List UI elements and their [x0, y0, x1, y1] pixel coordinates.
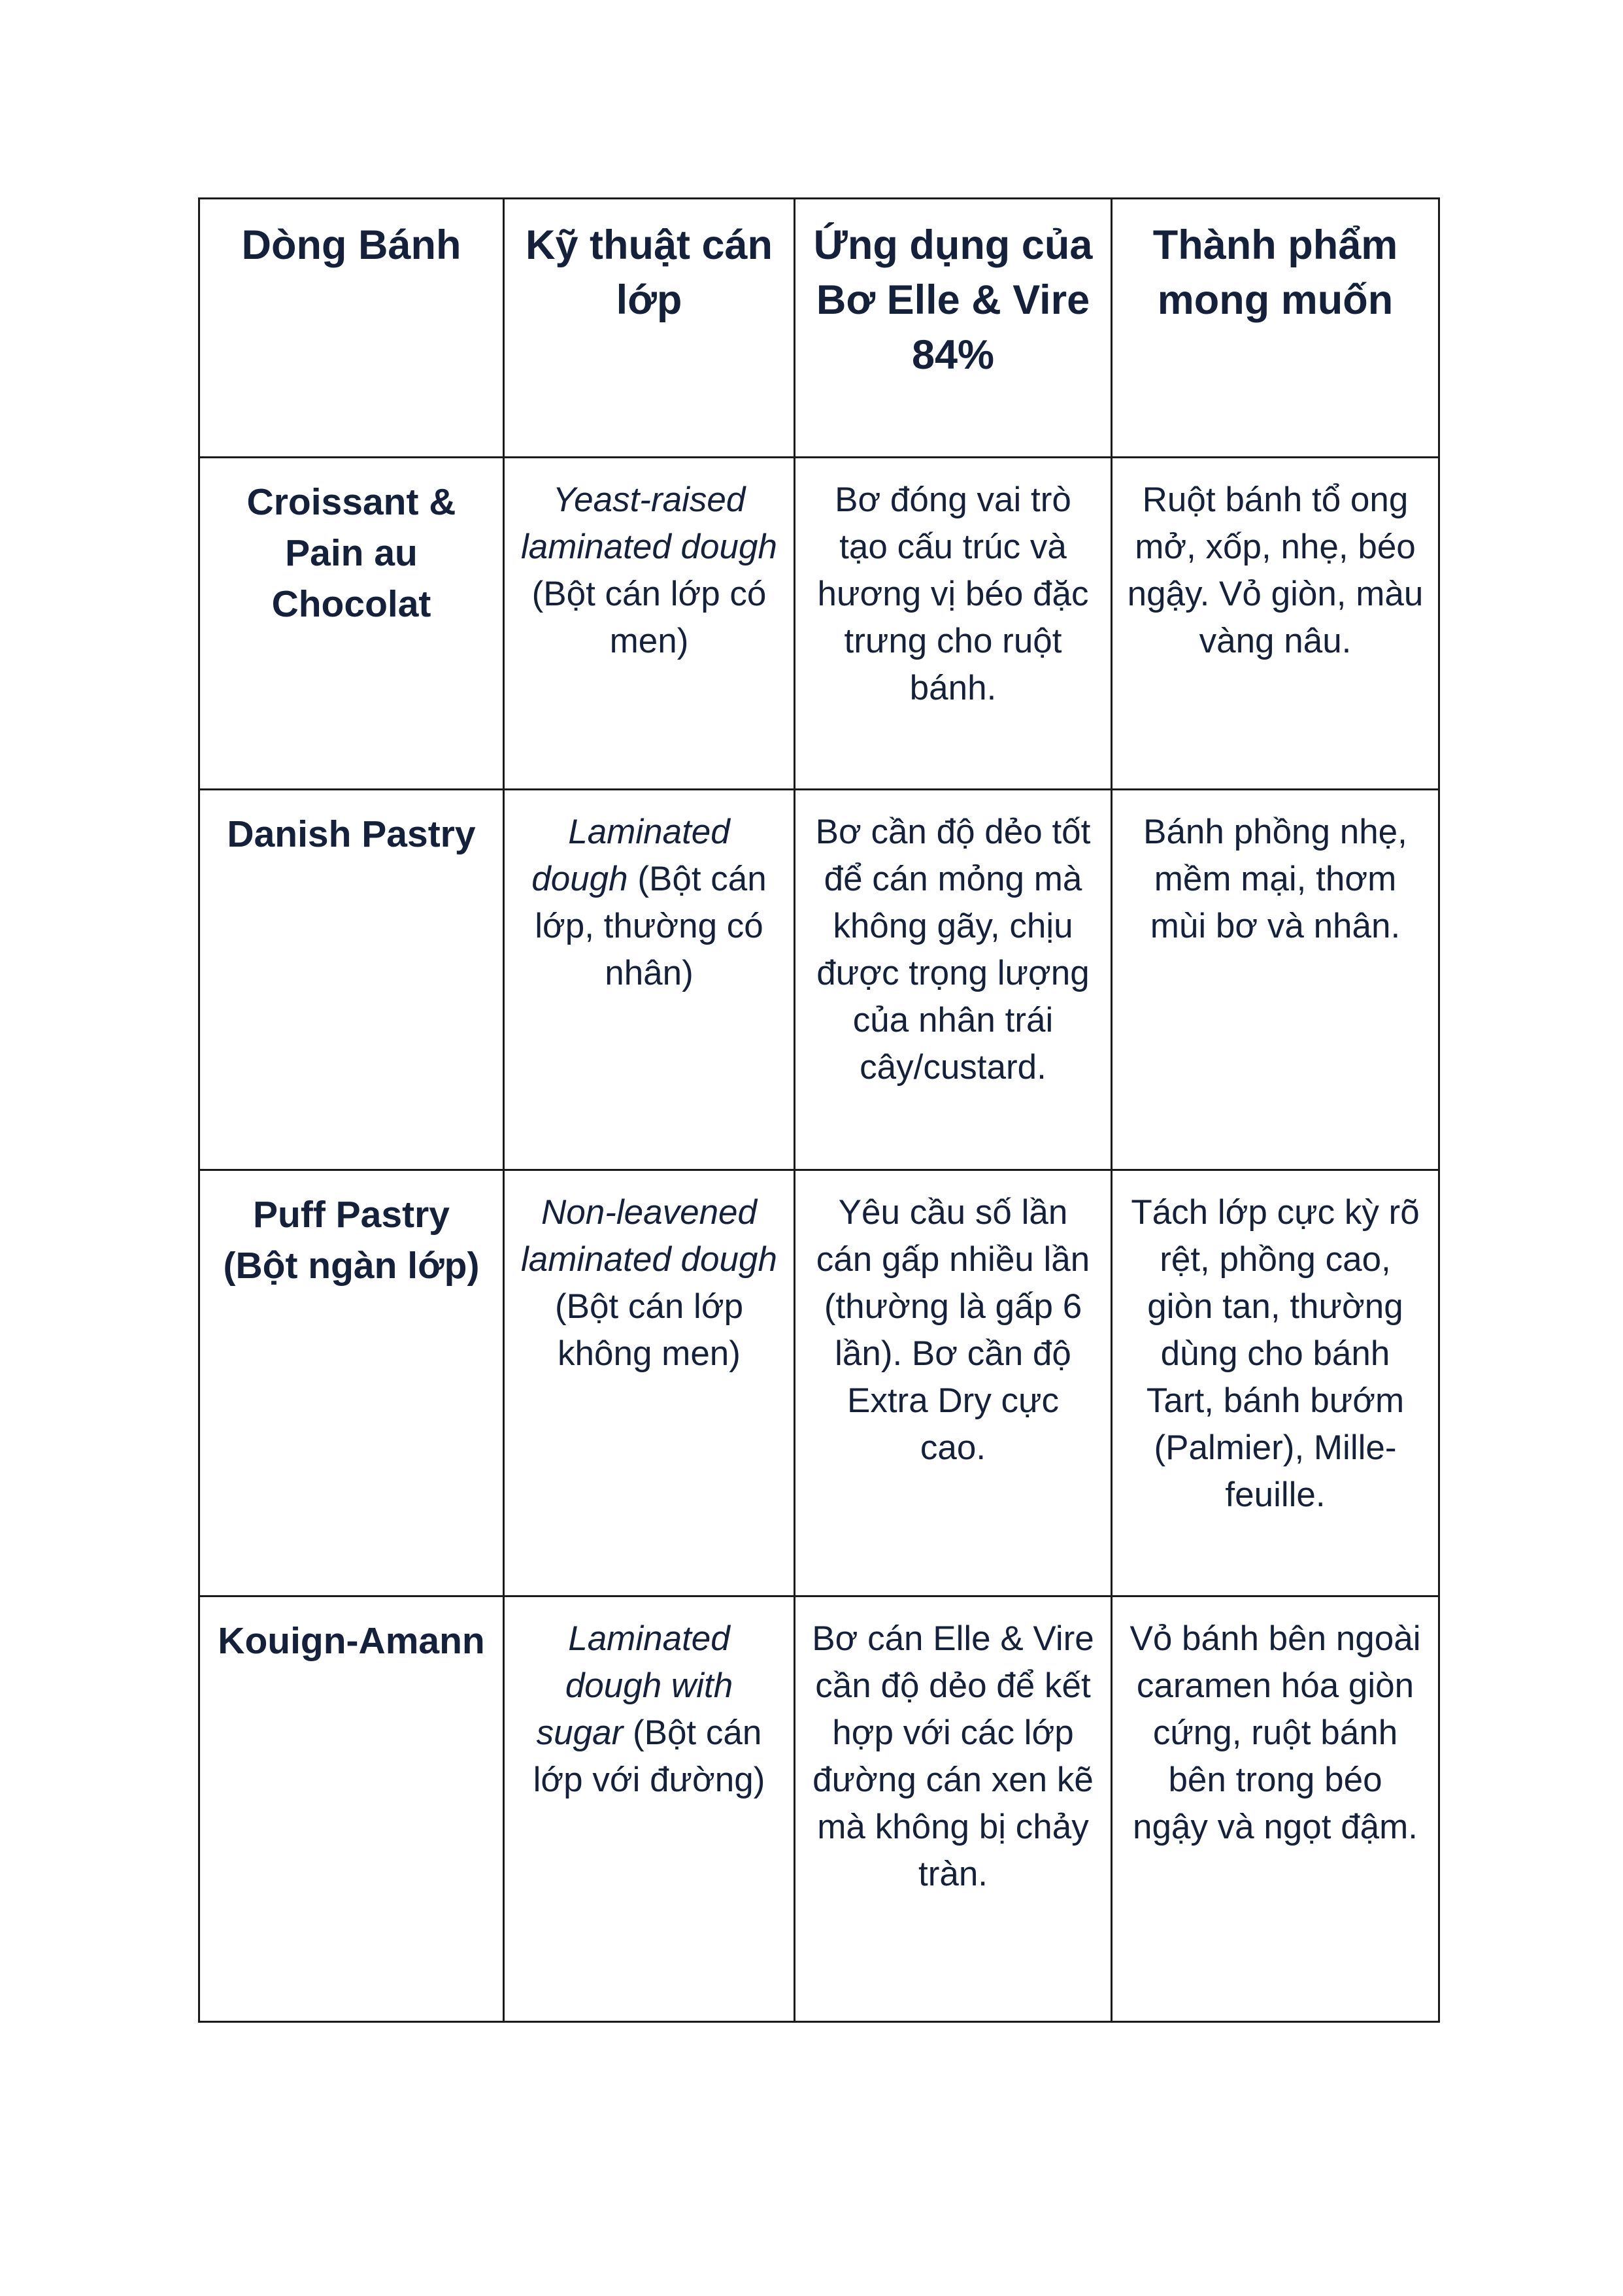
technique-english: Laminated dough [531, 813, 730, 898]
table-row [199, 458, 1439, 790]
technique-cell [504, 1596, 795, 2022]
technique-vietnamese: (Bột cán lớp có men) [531, 575, 767, 660]
technique-english: Non-leavened laminated dough [521, 1193, 777, 1279]
result-cell: Tách lớp cực kỳ rõ rệt, phồng cao, giòn tan, thường dùng cho bánh Tart, bánh bướm (Palmier), Mille-feuille. [1112, 1170, 1439, 1596]
table-header-row [199, 199, 1439, 458]
technique-cell [504, 458, 795, 790]
result-cell: Vỏ bánh bên ngoài caramen hóa giòn cứng, ruột bánh bên trong béo ngậy và ngọt đậm. [1112, 1596, 1439, 2022]
result-cell: Bánh phồng nhẹ, mềm mại, thơm mùi bơ và nhân. [1112, 790, 1439, 1170]
pastry-name-cell: Danish Pastry [199, 790, 504, 1170]
application-cell: Bơ cần độ dẻo tốt để cán mỏng mà không gãy, chịu được trọng lượng của nhân trái cây/custard. [795, 790, 1112, 1170]
header-lamination-technique: Kỹ thuật cán lớp [504, 199, 795, 458]
header-pastry-type: Dòng Bánh [199, 199, 504, 458]
pastry-name-cell: Puff Pastry (Bột ngàn lớp) [199, 1170, 504, 1596]
table-row [199, 790, 1439, 1170]
technique-cell [504, 1170, 795, 1596]
technique-english: Yeast-raised laminated dough [521, 481, 777, 566]
table-row [199, 1596, 1439, 2022]
application-cell: Yêu cầu số lần cán gấp nhiều lần (thường là gấp 6 lần). Bơ cần độ Extra Dry cực cao. [795, 1170, 1112, 1596]
table-row [199, 1170, 1439, 1596]
application-cell: Bơ cán Elle & Vire cần độ dẻo để kết hợp với các lớp đường cán xen kẽ mà không bị chảy tràn. [795, 1596, 1112, 2022]
pastry-name-cell: Kouign-Amann [199, 1596, 504, 2022]
technique-vietnamese: (Bột cán lớp, thường có nhân) [535, 860, 767, 992]
pastry-comparison-table [198, 197, 1440, 2023]
technique-english: Laminated dough with sugar [536, 1619, 733, 1752]
technique-vietnamese: (Bột cán lớp không men) [554, 1287, 744, 1373]
technique-vietnamese: (Bột cán lớp với đường) [533, 1714, 765, 1799]
pastry-name-cell: Croissant & Pain au Chocolat [199, 458, 504, 790]
result-cell: Ruột bánh tổ ong mở, xốp, nhẹ, béo ngậy. Vỏ giòn, màu vàng nâu. [1112, 458, 1439, 790]
header-butter-application: Ứng dụng của Bơ Elle & Vire 84% [795, 199, 1112, 458]
technique-cell [504, 790, 795, 1170]
application-cell: Bơ đóng vai trò tạo cấu trúc và hương vị béo đặc trưng cho ruột bánh. [795, 458, 1112, 790]
header-desired-result: Thành phẩm mong muốn [1112, 199, 1439, 458]
